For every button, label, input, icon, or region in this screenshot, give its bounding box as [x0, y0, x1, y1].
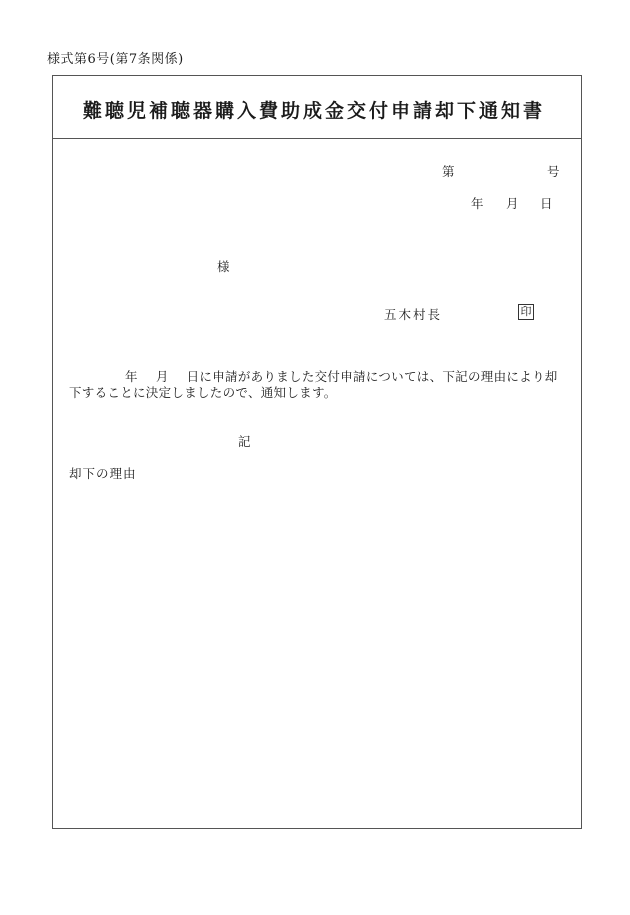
notice-body	[69, 369, 569, 401]
title-row	[53, 76, 581, 139]
date-year: 年	[471, 196, 484, 211]
document-title: 難聴児補聴器購入費助成金交付申請却下通知書	[83, 100, 546, 122]
body-month: 月	[155, 369, 169, 384]
body-year: 年	[125, 369, 138, 384]
date-day: 日	[540, 196, 553, 211]
document-frame	[52, 75, 582, 829]
rejection-reason-label: 却下の理由	[69, 466, 137, 481]
reference-number-suffix: 号	[547, 164, 560, 179]
issuer-name: 五木村長	[384, 307, 443, 322]
ki-heading: 記	[238, 434, 251, 449]
body-text: 日に申請がありました交付申請については、下記の理由により却下することに決定しましたので、通知します。	[69, 369, 558, 400]
form-number: 様式第6号(第7条関係)	[47, 52, 184, 67]
date-month: 月	[506, 196, 519, 211]
reference-number-prefix: 第	[442, 164, 455, 179]
seal-mark: 印	[518, 304, 534, 320]
addressee-honorific: 様	[217, 259, 230, 274]
